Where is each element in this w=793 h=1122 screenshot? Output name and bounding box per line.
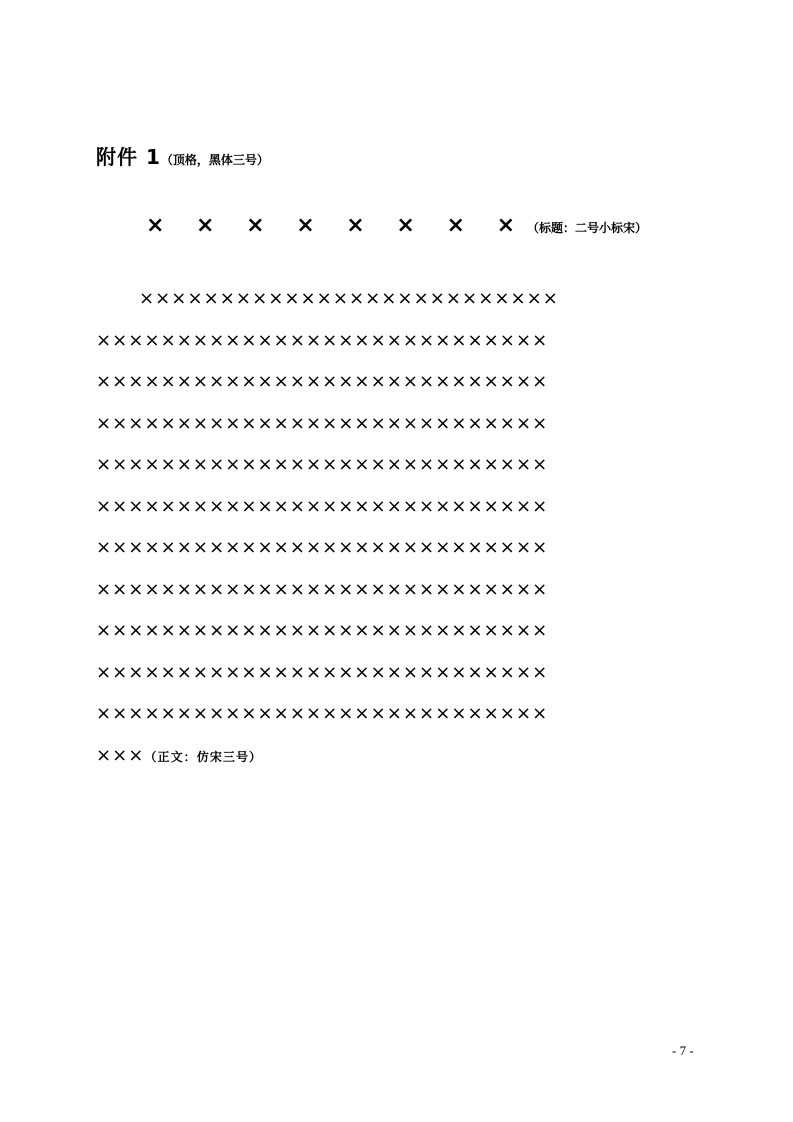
body-last-line-text: ××× [96,744,145,766]
body-last-line [96,735,706,777]
body-line: ×××××××××××××××××××××××××××× [96,329,549,351]
body-line: ×××××××××××××××××××××××××××× [96,454,549,475]
body-line: ×××××××××××××××××××××××××× [139,288,559,309]
body-line: ×××××××××××××××××××××××××××× [96,703,549,724]
body-format-note: （正文：仿宋三号） [144,749,263,764]
body-line: ×××××××××××××××××××××××××××× [96,371,549,392]
title-format-note: （标题：二号小标宋） [527,221,648,235]
body-line: ×××××××××××××××××××××××××××× [96,495,549,517]
body-line: ×××××××××××××××××××××××××××× [96,578,549,600]
document-title [0,213,793,238]
body-text [96,278,706,776]
attachment-format-note: （顶格，黑体三号） [160,153,269,167]
page-number: - 7 - [672,1043,694,1058]
title-placeholder: × × × × × × × × [145,213,528,238]
attachment-heading [96,141,269,170]
body-line: ×××××××××××××××××××××××××××× [96,620,549,641]
body-line: ×××××××××××××××××××××××××××× [96,661,549,683]
attachment-label: 附件 1 [96,145,161,169]
body-line: ×××××××××××××××××××××××××××× [96,412,549,434]
body-line: ×××××××××××××××××××××××××××× [96,537,549,558]
